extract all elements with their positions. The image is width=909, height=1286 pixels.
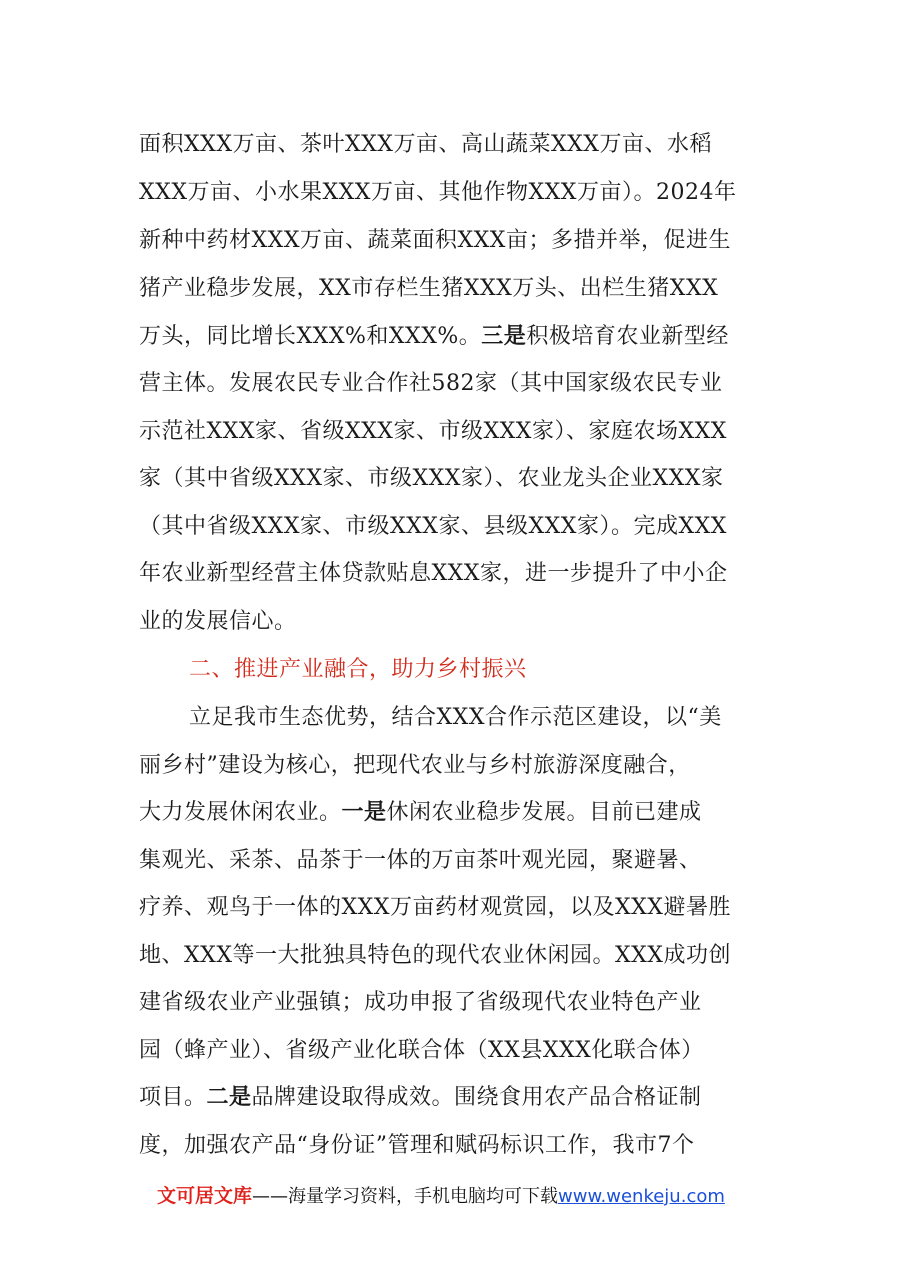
body-line-5-pre: 万头，同比增长XXX%和XXX%。 bbox=[139, 324, 482, 349]
body-line-10: 年农业新型经营主体贷款贴息XXX家，进一步提升了中小企 bbox=[139, 561, 728, 586]
emphasis-marker: 二是 bbox=[206, 1085, 252, 1110]
body-line-22: 度，加强农产品“身份证”管理和赋码标识工作，我市7个 bbox=[139, 1133, 695, 1158]
emphasis-marker: 一是 bbox=[341, 800, 387, 825]
body-line-3: 新种中药材XXX万亩、蔬菜面积XXX亩；多措并举，促进生 bbox=[139, 228, 731, 253]
body-line-6: 营主体。发展农民专业合作社582家（其中国家级农民专业 bbox=[139, 371, 723, 396]
emphasis-marker: 三是 bbox=[481, 324, 527, 349]
body-line-13: 立足我市生态优势，结合XXX合作示范区建设，以“美 bbox=[189, 705, 722, 730]
body-line-18: 地、XXX等一大批独具特色的现代农业休闲园。XXX成功创 bbox=[139, 943, 731, 968]
footer-watermark bbox=[157, 1183, 725, 1210]
body-line-7: 示范社XXX家、省级XXX家、市级XXX家）、家庭农场XXX bbox=[139, 419, 727, 444]
footer-tagline: ——海量学习资料，手机电脑均可下载 bbox=[252, 1186, 559, 1207]
body-line-21 bbox=[139, 1083, 702, 1113]
body-line-15-pre: 大力发展休闲农业。 bbox=[139, 800, 342, 825]
body-line-14: 丽乡村”建设为核心，把现代农业与乡村旅游深度融合， bbox=[139, 753, 691, 778]
footer-brand: 文可居文库 bbox=[157, 1185, 253, 1207]
body-line-16: 集观光、采茶、品茶于一体的万亩茶叶观光园，聚避暑、 bbox=[139, 848, 702, 873]
body-line-17: 疗养、观鸟于一体的XXX万亩药材观赏园，以及XXX避暑胜 bbox=[139, 895, 731, 920]
section-heading: 二、推进产业融合，助力乡村振兴 bbox=[189, 657, 527, 682]
footer-site-link[interactable]: www.wenkeju.com bbox=[558, 1186, 725, 1207]
body-line-15 bbox=[139, 798, 702, 828]
body-line-8: 家（其中省级XXX家、市级XXX家）、农业龙头企业XXX家 bbox=[139, 466, 724, 491]
body-line-19: 建省级农业产业强镇；成功申报了省级现代农业特色产业 bbox=[139, 990, 702, 1015]
body-line-11: 业的发展信心。 bbox=[139, 609, 297, 634]
body-line-9: （其中省级XXX家、市级XXX家、县级XXX家）。完成XXX bbox=[139, 514, 727, 539]
body-line-21-post: 品牌建设取得成效。围绕食用农产品合格证制 bbox=[251, 1085, 702, 1110]
body-line-5 bbox=[139, 322, 729, 352]
body-line-5-post: 积极培育农业新型经 bbox=[526, 324, 729, 349]
body-line-21-pre: 项目。 bbox=[139, 1085, 207, 1110]
body-line-2: XXX万亩、小水果XXX万亩、其他作物XXX万亩）。2024年 bbox=[139, 180, 737, 205]
body-line-4: 猪产业稳步发展，XX市存栏生猪XXX万头、出栏生猪XXX bbox=[139, 276, 719, 301]
body-line-1: 面积XXX万亩、茶叶XXX万亩、高山蔬菜XXX万亩、水稻 bbox=[139, 132, 712, 157]
body-line-20: 园（蜂产业）、省级产业化联合体（XX县XXX化联合体） bbox=[139, 1038, 704, 1063]
body-line-15-post: 休闲农业稳步发展。目前已建成 bbox=[386, 800, 702, 825]
